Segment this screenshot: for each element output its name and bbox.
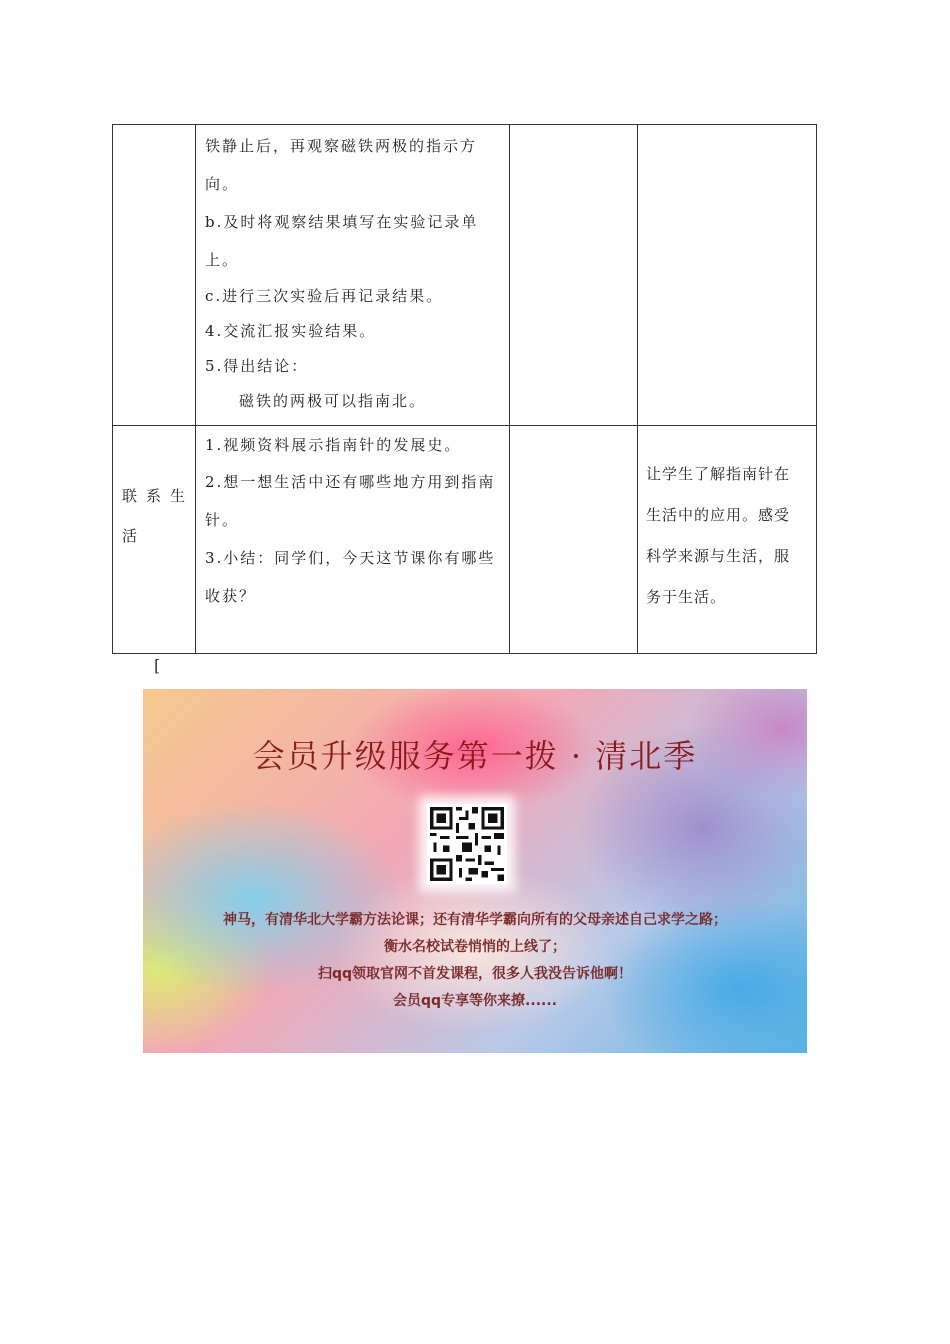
- stray-bracket: [: [154, 656, 161, 675]
- section-label: 联系生: [122, 487, 195, 505]
- activity-cell: [196, 426, 510, 654]
- note-line: 务于生活。: [646, 588, 727, 606]
- activity-line: 5.得出结论：: [205, 357, 309, 375]
- student-activity-cell: [510, 125, 638, 426]
- design-intent-cell: [638, 125, 817, 426]
- banner-title: 会员升级服务第一拨 · 清北季: [252, 737, 698, 775]
- banner-line: 神马，有清华北大学霸方法论课；还有清华学霸向所有的父母亲述自己求学之路；: [223, 912, 727, 928]
- note-line: 生活中的应用。感受: [646, 506, 791, 524]
- qr-code-icon[interactable]: [427, 804, 507, 884]
- activity-line: 2.想一想生活中还有哪些地方用到指南: [205, 473, 496, 491]
- promo-banner[interactable]: [143, 689, 807, 1053]
- banner-text: [143, 907, 807, 1015]
- lesson-plan-table: [112, 124, 817, 654]
- activity-line: 1.视频资料展示指南针的发展史。: [205, 436, 462, 454]
- banner-line: 衡水名校试卷悄悄的上线了；: [384, 939, 566, 955]
- activity-line: 3.小结：同学们，今天这节课你有哪些: [205, 549, 496, 567]
- section-label: 活: [122, 527, 147, 545]
- design-intent-cell: [638, 426, 817, 654]
- conclusion-line: 磁铁的两极可以指南北。: [239, 392, 427, 410]
- banner-line: 会员qq专享等你来撩......: [393, 993, 557, 1009]
- table-row: [113, 426, 817, 654]
- activity-line: 上。: [205, 251, 240, 269]
- activity-line: 4.交流汇报实验结果。: [205, 322, 377, 340]
- section-label-cell: [113, 125, 196, 426]
- section-label-cell: [113, 426, 196, 654]
- activity-line: b.及时将观察结果填写在实验记录单: [205, 213, 479, 231]
- activity-line: c.进行三次实验后再记录结果。: [205, 287, 444, 305]
- activity-line: 针。: [205, 511, 240, 529]
- activity-line: 向。: [205, 175, 240, 193]
- note-line: 让学生了解指南针在: [646, 465, 791, 483]
- activity-line: 铁静止后，再观察磁铁两极的指示方: [205, 137, 478, 155]
- banner-line: 扫qq领取官网不首发课程，很多人我没告诉他啊！: [317, 966, 633, 982]
- activity-line: 收获？: [205, 587, 257, 605]
- table-row: [113, 125, 817, 426]
- student-activity-cell: [510, 426, 638, 654]
- note-line: 科学来源与生活，服: [646, 547, 791, 565]
- activity-cell: [196, 125, 510, 426]
